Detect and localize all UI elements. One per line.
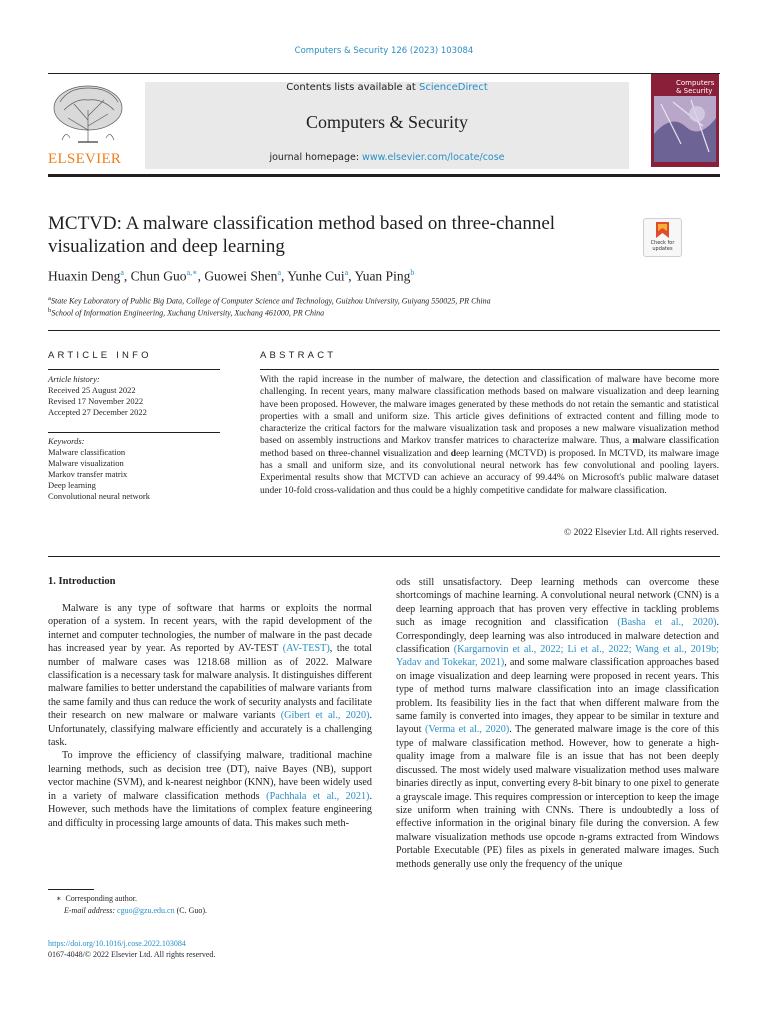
abstract-text: With the rapid increase in the number of malware, the detection and classification of malware have become more challenging. In recent years, many malware classification methods based on malware visualization and deep learning have been proposed. However, the malware images generated by these methods do not retain the semantic and statistical properties with a small and uniform size. This article gives definitions of extracted content and filling mode to characterize the critical factors for the malware visualization task and proposes a new malware visualization method based on assembly instructions and Markov transfer matrices to characterize malware. Thus, a malware classification method based on three-channel visualization and deep learning (MCTVD) is proposed. In MCTVD, its malware image has a small and uniform size, and its convolutional neural network has few convolutional and pooling layers. Experimental results show that MCTVD can achieve an accuracy of 99.44% on Microsoft's public malware dataset under 10-fold cross-validation and thus could be a highly competitive candidate for malware classification. [260,375,719,496]
history-list [48,385,147,418]
check-updates-label: Check for [650,240,675,246]
cite-pachhala-2021[interactable]: (Pachhala et al., 2021) [266,790,370,802]
journal-citation[interactable]: Computers & Security 126 (2023) 103084 [294,46,474,56]
history-accepted: Accepted 27 December 2022 [48,407,147,417]
abstract-rule [260,369,719,370]
intro-heading: 1. Introduction [48,576,116,587]
author-name[interactable]: Yuan Ping [354,268,411,284]
journal-title: Computers & Security [306,112,468,132]
intro-paragraph-2: To improve the efficiency of classifying malware, traditional machine learning methods, such as decision tree (DT), naive Bayes (NB), support vector machine (SVM), and k-nearest neighbor (KNN), have been widely used in a variety of malware classification methods (Pachhala et al., 2021). However, such methods have the limitations of complex feature engineering and difficulty in processing large amounts of data. This makes such meth- [48,750,372,829]
keyword-item: Malware classification [48,447,126,457]
abstract-divider [48,556,720,557]
history-revised: Revised 17 November 2022 [48,396,144,406]
cite-basha-2020[interactable]: (Basha et al., 2020) [617,617,717,629]
journal-homepage-link[interactable]: www.elsevier.com/locate/cose [362,152,505,163]
author-affil-sup[interactable]: a [277,268,281,277]
issn-copyright: 0167-4048/© 2022 Elsevier Ltd. All rights reserved. [48,950,216,959]
cite-gibert-2020[interactable]: (Gibert et al., 2020) [280,710,370,722]
header-top-rule [48,73,720,74]
doi-link[interactable]: https://doi.org/10.1016/j.cose.2022.103084 [48,939,186,948]
intro-left-column [48,602,372,830]
contents-line: Contents lists available at ScienceDirect [286,82,488,93]
abstract-heading: ABSTRACT [260,350,337,361]
author-affil-sup[interactable]: a,∗ [186,268,198,277]
elsevier-wordmark[interactable]: ELSEVIER [48,151,122,167]
keywords-rule [48,432,220,433]
check-for-updates-button[interactable] [643,218,682,257]
keyword-item: Malware visualization [48,458,124,468]
sciencedirect-link[interactable]: ScienceDirect [419,82,488,93]
intro-right-column [396,576,719,871]
email-note: E-mail address: cguo@gzu.edu.cn (C. Guo). [64,906,208,915]
check-updates-label-2: updates [652,245,673,252]
author-list: Huaxin Deng$^a$, Chun Guo$^{a,∗}$, Guowei Shen$^a$, Yunhe Cui$^a$, Yuan Ping$^b$ [48,268,415,284]
author-email-link[interactable]: cguo@gzu.edu.cn [117,906,175,915]
article-info-heading: ARTICLE INFO [48,350,152,361]
author-affil-sup[interactable]: b [410,268,415,277]
history-label: Article history: [48,374,100,384]
author-affil-sup[interactable]: a [344,268,349,277]
header-bottom-rule [48,174,720,177]
history-received: Received 25 August 2022 [48,385,136,395]
cite-verma-2020[interactable]: (Verma et al., 2020) [425,724,510,736]
affiliation-a: $^a$State Key Laboratory of Public Big Data, College of Computer Science and Technology, Guizhou University, Guiyang 550025, PR China [48,295,491,306]
cite-av-test[interactable]: (AV-TEST) [282,643,330,655]
author-name[interactable]: Guowei Shen [204,268,278,284]
author-name[interactable]: Yunhe Cui [287,268,345,284]
corresponding-author-note: ∗ Corresponding author. [56,894,137,903]
keyword-item: Convolutional neural network [48,491,150,501]
footnote-rule [48,889,94,890]
cover-title: Computers & Security [676,79,715,95]
journal-homepage-line: journal homepage: www.elsevier.com/locate/cose [269,152,505,163]
bookmark-icon [644,219,681,241]
article-info-rule [48,369,220,370]
keyword-item: Markov transfer matrix [48,469,128,479]
author-name[interactable]: Chun Guo [130,268,187,284]
affil-divider [48,330,720,331]
elsevier-tree-logo [48,80,128,150]
keyword-list [48,447,150,502]
author-affil-sup[interactable]: a [120,268,124,277]
intro-paragraph-3: ods still unsatisfactory. Deep learning methods can overcome these shortcomings of machine learning. A convolutional neural network (CNN) is a deep learning approach that has proven very effective in tackling problems such as image recognition and classification (Basha et al., 2020). Correspondingly, deep learning was also introduced in malware detection and classification (Kargarnovin et al., 2022; Li et al., 2022; Wang et al., 2019b; Yadav and Tokekar, 2021), and some malware classification approaches based on image visualization and deep learning were proposed in recent years. This type of method turns malware classification into an image classification problem. Its feasibility lies in the fact that when different malware from the same family is converted into images, they appear to be similar in texture and layout (Verma et al., 2020). The generated malware image is the core of this type of malware classification method. However, how to generate a high-quality image from a malware file is an issue that has not been deeply discussed. The most widely used malware visualization method uses malware binaries directly as input, converting every 8-bit binary to one pixel to generate a grayscale image. This requires compression or interception to keep the image size uniform when training with CNNs. There is undoubtedly a loss of effective information in the original binary file during the conversion. A few malware visualization methods use opcode n-grams extracted from Windows Portable Executable (PE) files as pixels in generated malware images. Such methods generally use only the frequency of the unique [396,577,720,870]
cite-kargarnovin-group[interactable]: (Kargarnovin et al., 2022; Li et al., 2022; Wang et al., 2019b; Yadav and Tokekar, 2021) [396,644,719,669]
keyword-item: Deep learning [48,480,96,490]
author-name[interactable]: Huaxin Deng [48,268,121,284]
abstract-copyright: © 2022 Elsevier Ltd. All rights reserved. [564,528,719,538]
article-title: MCTVD: A malware classification method based on three-channel visualization and deep learning [48,213,556,257]
affiliation-b: $^b$School of Information Engineering, Xuchang University, Xuchang 461000, PR China [48,307,325,318]
keywords-label: Keywords: [48,436,85,446]
intro-paragraph-1: Malware is any type of software that harms or exploits the normal operation of a system. In recent years, with the rapid development of the internet and computer technologies, the number of malware in the past decade has increased year by year. As reported by AV-TEST (AV-TEST), the total number of malware cases was 1218.68 million as of 2022. Malware classification is a necessary task for malware analysis. It distinguishes different malware families to better understand the capabilities of malware variants from the same family and thus can reduce the work of security analysts and facilitate their research on new malware or malware variants (Gibert et al., 2020). Unfortunately, classifying malware efficiently and accurately is a challenging task. [48,603,373,749]
